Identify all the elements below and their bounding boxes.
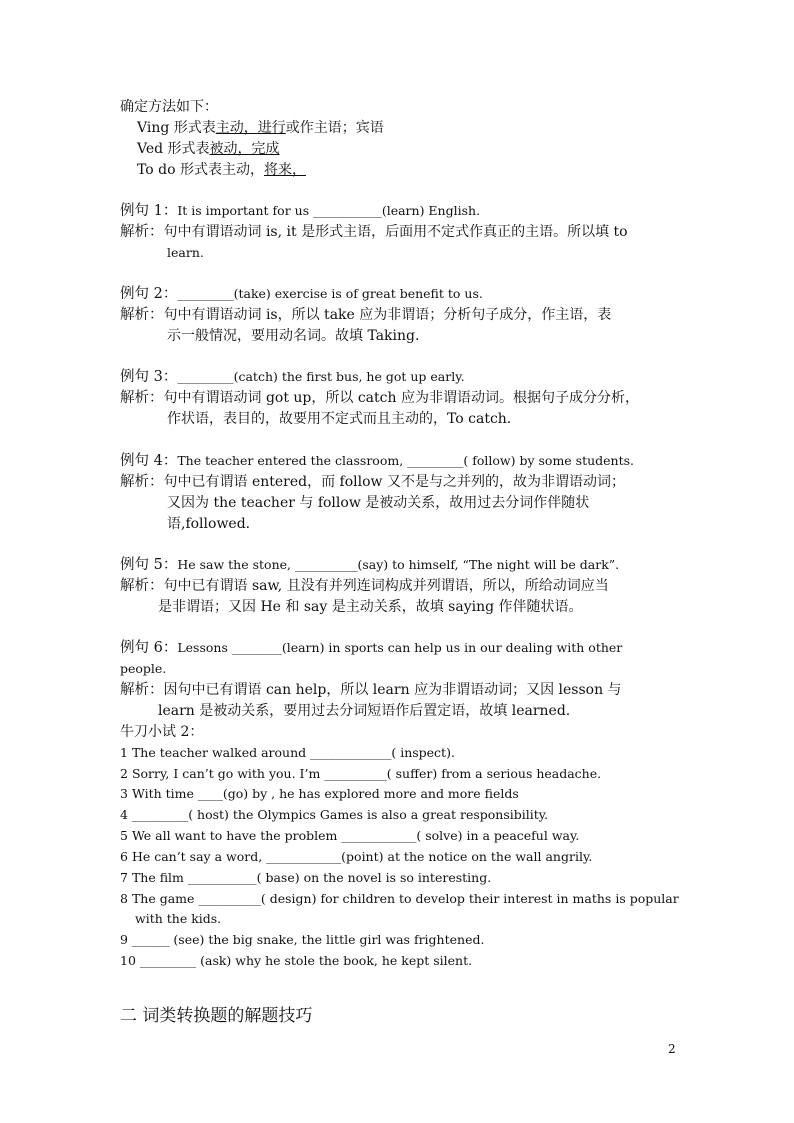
example-2-question xyxy=(120,284,483,304)
example-3-question xyxy=(120,367,465,387)
example-4-analysis-cont2: 语,followed. xyxy=(167,516,251,532)
example-6-analysis xyxy=(120,680,622,700)
practice-item-number: 8 xyxy=(120,891,128,906)
example-label: 例句 2： xyxy=(120,286,178,302)
practice-item-text: _________ (ask) why he stole the book, he kept silent. xyxy=(139,953,473,968)
analysis-label: 解析： xyxy=(120,578,164,594)
practice-item-text: _________( host) the Olympics Games is also a great responsibility. xyxy=(131,807,549,822)
method-ving-line xyxy=(137,118,384,138)
page-number: 2 xyxy=(668,1042,676,1056)
analysis-label: 解析： xyxy=(120,307,164,323)
practice-item-number: 5 xyxy=(120,828,128,843)
example-text: The teacher entered the classroom, _________( follow) by some students. xyxy=(177,453,635,468)
example-4-analysis-cont: 又因为 the teacher 与 follow 是被动关系，故用过去分词作伴随状 xyxy=(167,495,590,511)
ving-suffix: 或作主语；宾语 xyxy=(285,120,384,136)
practice-item-number: 3 xyxy=(120,786,128,801)
practice-item-number: 9 xyxy=(120,932,128,947)
practice-item-cont: with the kids. xyxy=(135,911,222,926)
analysis-label: 解析： xyxy=(120,682,164,698)
practice-item-text: The game __________( design) for children to develop their interest in maths is popular xyxy=(131,891,679,906)
method-intro: 确定方法如下： xyxy=(120,99,218,115)
ved-prefix: Ved 形式表 xyxy=(137,141,210,157)
example-label: 例句 4： xyxy=(120,453,178,469)
practice-item xyxy=(120,743,455,763)
example-1-analysis-cont: learn. xyxy=(167,245,204,260)
practice-item xyxy=(120,826,579,846)
practice-item xyxy=(120,784,519,804)
example-3-analysis-cont: 作状语，表目的，故要用不定式而且主动的，To catch. xyxy=(167,411,512,427)
example-4-analysis xyxy=(120,472,625,492)
practice-item-text: With time ____(go) by , he has explored more and more fields xyxy=(131,786,519,801)
ved-underlined: 被动，完成 xyxy=(209,141,280,157)
example-5-analysis xyxy=(120,576,609,596)
practice-item xyxy=(120,930,484,950)
practice-item-number: 1 xyxy=(120,745,128,760)
example-3-analysis xyxy=(120,388,639,408)
todo-underlined: 将来， xyxy=(263,162,306,178)
example-label: 例句 6： xyxy=(120,640,178,656)
example-label: 例句 5： xyxy=(120,557,178,573)
example-text: He saw the stone, __________(say) to himself, “The night will be dark”. xyxy=(177,557,620,572)
example-label: 例句 1： xyxy=(120,203,178,219)
practice-item xyxy=(120,805,548,825)
analysis-label: 解析： xyxy=(120,224,164,240)
practice-item-number: 7 xyxy=(120,870,128,885)
example-6-analysis-cont: learn 是被动关系，要用过去分词短语作后置定语，故填 learned. xyxy=(158,703,571,719)
method-todo-line xyxy=(137,160,306,180)
example-text: Lessons ________(learn) in sports can help us in our dealing with other xyxy=(177,640,623,655)
practice-item-number: 2 xyxy=(120,766,128,781)
example-4-question xyxy=(120,451,634,471)
practice-item-text: ______ (see) the big snake, the little girl was frightened. xyxy=(131,932,485,947)
practice-item xyxy=(120,868,491,888)
example-5-analysis-cont: 是非谓语；又因 He 和 say 是主动关系，故填 saying 作伴随状语。 xyxy=(158,599,583,615)
example-1-analysis xyxy=(120,222,628,242)
ving-underlined: 主动，进行 xyxy=(215,120,286,136)
example-text: It is important for us ___________(learn) English. xyxy=(177,203,481,218)
example-6-question-cont: people. xyxy=(120,661,167,676)
example-5-question xyxy=(120,555,619,575)
analysis-text: 句中有谓语动词 is, it 是形式主语，后面用不定式作真正的主语。所以填 to xyxy=(163,224,628,240)
practice-item-number: 6 xyxy=(120,849,128,864)
ving-prefix: Ving 形式表 xyxy=(137,120,216,136)
example-6-question xyxy=(120,638,622,658)
todo-prefix: To do 形式表主动， xyxy=(137,162,264,178)
practice-item xyxy=(120,847,592,867)
practice-item-text: We all want to have the problem ____________( solve) in a peaceful way. xyxy=(131,828,580,843)
practice-item xyxy=(120,764,601,784)
section-heading: 二 词类转换题的解题技巧 xyxy=(120,1006,313,1026)
practice-title: 牛刀小试 2： xyxy=(120,724,204,740)
example-label: 例句 3： xyxy=(120,369,178,385)
practice-item-text: Sorry, I can’t go with you. I’m __________( suffer) from a serious headache. xyxy=(131,766,602,781)
example-2-analysis-cont: 示一般情况，要用动名词。故填 Taking. xyxy=(167,328,420,344)
analysis-text: 句中有谓语动词 got up，所以 catch 应为非谓语动词。根据句子成分分析， xyxy=(163,390,639,406)
practice-item-text: The teacher walked around _____________( inspect). xyxy=(131,745,455,760)
practice-item-text: He can’t say a word, ____________(point) at the notice on the wall angrily. xyxy=(131,849,593,864)
practice-item xyxy=(120,951,472,971)
example-1-question xyxy=(120,201,480,221)
analysis-label: 解析： xyxy=(120,474,164,490)
example-text: _________(take) exercise is of great benefit to us. xyxy=(177,286,483,301)
analysis-text: 句中已有谓语 entered，而 follow 又不是与之并列的，故为非谓语动词； xyxy=(163,474,625,490)
analysis-text: 句中已有谓语 saw, 且没有并列连词构成并列谓语，所以，所给动词应当 xyxy=(163,578,609,594)
practice-item-number: 4 xyxy=(120,807,128,822)
method-ved-line xyxy=(137,139,280,159)
analysis-text: 因句中已有谓语 can help，所以 learn 应为非谓语动词；又因 lesson 与 xyxy=(163,682,622,698)
practice-item-number: 10 xyxy=(120,953,136,968)
analysis-label: 解析： xyxy=(120,390,164,406)
example-2-analysis xyxy=(120,305,611,325)
example-text: _________(catch) the first bus, he got up early. xyxy=(177,369,465,384)
practice-item-text: The film ___________( base) on the novel is so interesting. xyxy=(131,870,492,885)
analysis-text: 句中有谓语动词 is，所以 take 应为非谓语；分析句子成分，作主语，表 xyxy=(163,307,612,323)
practice-item xyxy=(120,889,679,909)
